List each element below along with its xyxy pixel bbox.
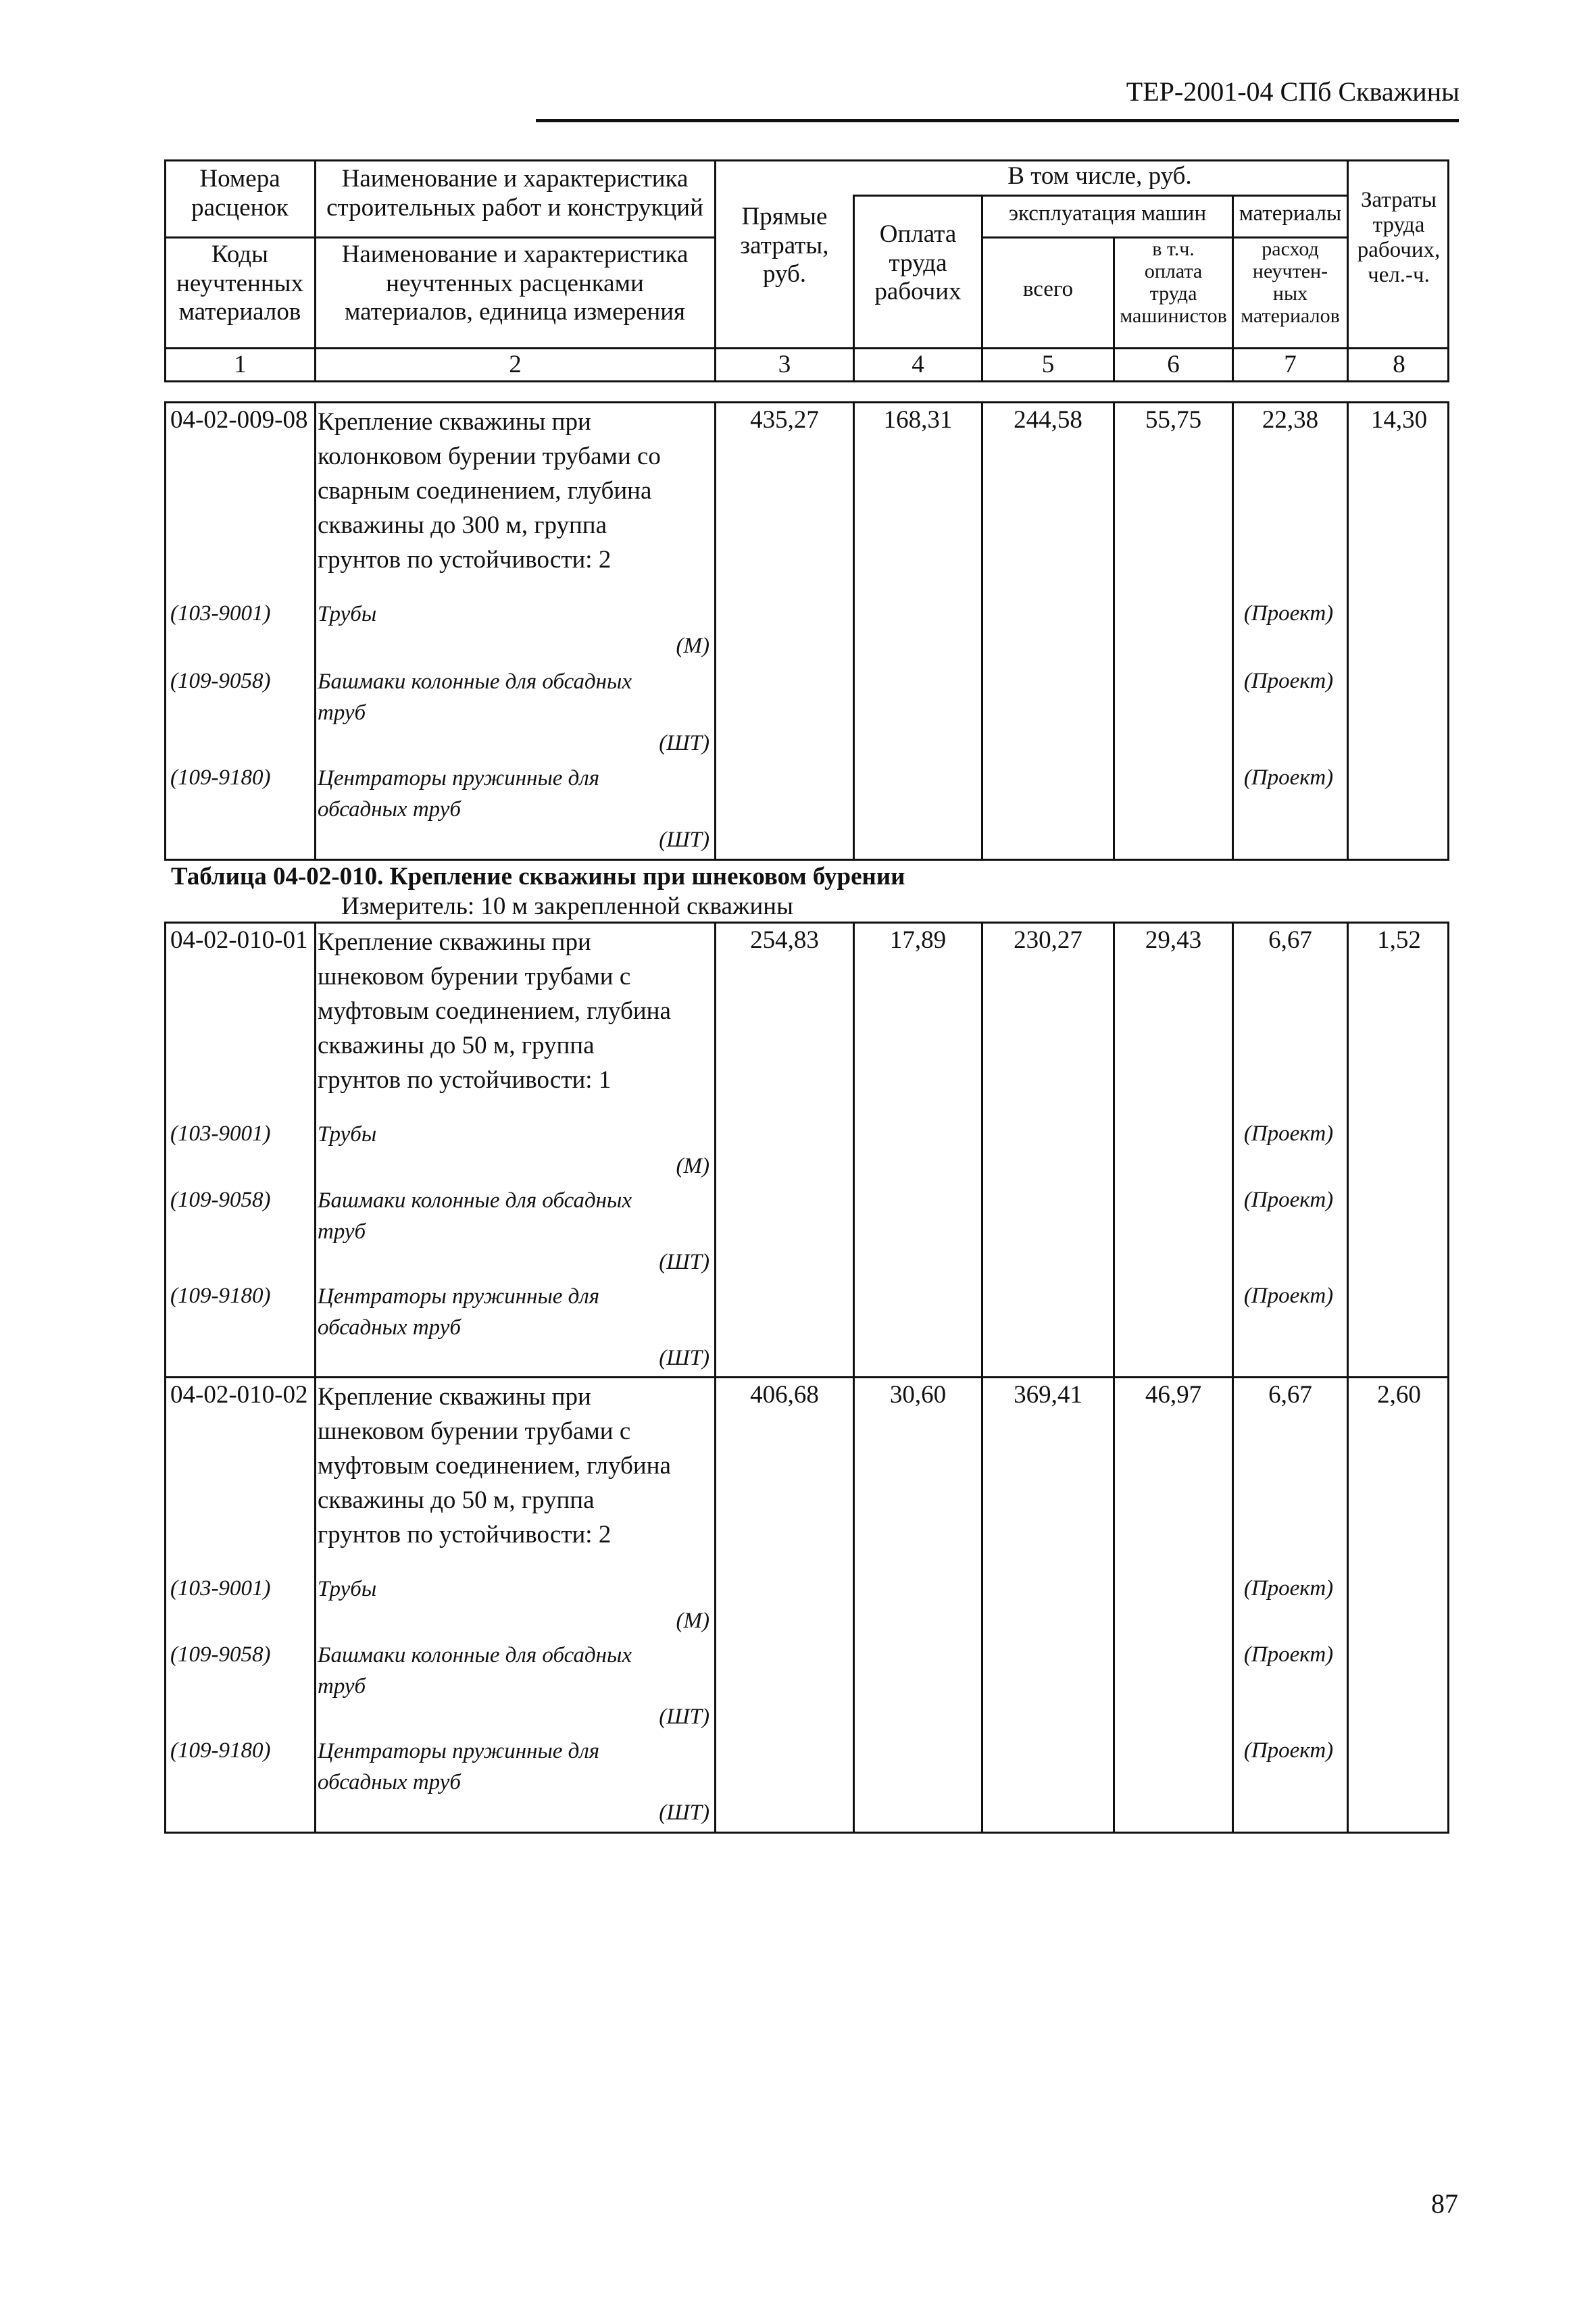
col4-header: Оплата труда рабочих: [874, 220, 962, 306]
group-header: В том числе, руб.: [1007, 162, 1192, 190]
material-name: Башмаки колонные для обсадных труб: [318, 1643, 632, 1699]
col3-header: Прямые затраты, руб.: [740, 203, 829, 288]
col-number-6: 6: [1167, 351, 1180, 378]
material-consumption: (Проект): [1243, 1738, 1334, 1763]
table-measure: Измеритель: 10 м закрепленной скважины: [341, 892, 793, 920]
col-number-2: 2: [509, 351, 522, 378]
material-unit: (ШТ): [659, 1801, 709, 1825]
material-code: (109-9058): [170, 1188, 271, 1212]
rate-code: 04-02-010-01: [170, 926, 308, 954]
labor-hours-value: 14,30: [1370, 406, 1428, 434]
materials-value: 6,67: [1268, 1381, 1312, 1409]
labor-hours-value: 1,52: [1377, 926, 1421, 954]
col2-top-header: Наименование и характеристика строительных работ и конструкций: [326, 165, 703, 222]
material-unit: (М): [676, 1154, 709, 1178]
machines-total-value: 230,27: [1014, 926, 1082, 954]
material-name: Трубы: [318, 1577, 377, 1601]
col6-header: в т.ч. оплата труда машинистов: [1120, 238, 1227, 327]
col2-bottom-header: Наименование и характеристика неучтенных расценками материалов, единица измерения: [341, 241, 689, 326]
table-caption: Таблица 04-02-010. Крепление скважины при шнековом бурении: [171, 863, 905, 890]
material-code: (109-9058): [170, 669, 271, 693]
rate-code: 04-02-010-02: [170, 1381, 308, 1409]
material-code: (103-9001): [170, 1576, 271, 1601]
col-number-5: 5: [1041, 351, 1055, 378]
material-unit: (ШТ): [659, 1250, 709, 1274]
machines-total-value: 369,41: [1014, 1381, 1082, 1409]
material-code: (109-9180): [170, 1284, 271, 1308]
material-name: Башмаки колонные для обсадных труб: [318, 670, 632, 725]
material-consumption: (Проект): [1243, 601, 1334, 626]
machines-total-value: 244,58: [1014, 406, 1082, 434]
material-code: (103-9001): [170, 1122, 271, 1146]
direct-costs-value: 254,83: [750, 926, 819, 954]
material-name: Центраторы пружинные для обсадных труб: [318, 766, 600, 822]
col7-header: расход неучтен- ных материалов: [1241, 238, 1340, 327]
material-consumption: (Проект): [1243, 1576, 1334, 1601]
material-consumption: (Проект): [1243, 1188, 1334, 1212]
material-code: (109-9180): [170, 1738, 271, 1763]
header-rule: [536, 119, 1459, 122]
material-unit: (ШТ): [659, 828, 709, 852]
material-name: Центраторы пружинные для обсадных труб: [318, 1739, 600, 1794]
machinist-pay-value: 55,75: [1145, 406, 1202, 434]
labor-hours-value: 2,60: [1377, 1381, 1421, 1409]
material-name: Центраторы пружинные для обсадных труб: [318, 1284, 600, 1340]
materials-value: 22,38: [1262, 406, 1319, 434]
material-unit: (М): [676, 634, 709, 658]
material-code: (109-9058): [170, 1642, 271, 1667]
material-code: (103-9001): [170, 601, 271, 626]
labor-pay-value: 168,31: [883, 406, 953, 434]
machinist-pay-value: 46,97: [1145, 1381, 1202, 1409]
col8-header: Затраты труда рабочих, чел.-ч.: [1357, 188, 1441, 287]
rate-description: Крепление скважины при колонковом бурении трубами со сварным соединением, глубина скважины до 300 м, группа грунтов по устойчивости: 2: [318, 408, 661, 574]
material-name: Трубы: [318, 1122, 377, 1147]
material-consumption: (Проект): [1243, 1284, 1334, 1308]
material-unit: (ШТ): [659, 1705, 709, 1729]
materials-value: 6,67: [1268, 926, 1312, 954]
material-unit: (ШТ): [659, 731, 709, 755]
col-number-4: 4: [912, 351, 924, 378]
page-header-title: ТЕР-2001-04 СПб Скважины: [1126, 76, 1460, 107]
rate-description: Крепление скважины при шнековом бурении трубами с муфтовым соединением, глубина скважины до 50 м, группа грунтов по устойчивости: 1: [318, 928, 671, 1094]
rate-description: Крепление скважины при шнековом бурении трубами с муфтовым соединением, глубина скважины до 50 м, группа грунтов по устойчивости: 2: [318, 1383, 671, 1549]
col5-header: всего: [1022, 277, 1074, 301]
material-consumption: (Проект): [1243, 669, 1334, 693]
rate-code: 04-02-009-08: [170, 406, 308, 434]
material-consumption: (Проект): [1243, 765, 1334, 790]
material-consumption: (Проект): [1243, 1642, 1334, 1667]
col-number-7: 7: [1284, 351, 1297, 378]
materials-header: материалы: [1239, 201, 1342, 226]
col-number-8: 8: [1393, 351, 1405, 378]
direct-costs-value: 435,27: [750, 406, 819, 434]
material-unit: (М): [676, 1609, 709, 1633]
col-number-3: 3: [778, 351, 791, 378]
machines-header: эксплуатация машин: [1008, 201, 1207, 226]
page-number: 87: [1431, 2188, 1458, 2219]
labor-pay-value: 30,60: [889, 1381, 947, 1409]
material-consumption: (Проект): [1243, 1122, 1334, 1146]
machinist-pay-value: 29,43: [1145, 926, 1202, 954]
material-name: Трубы: [318, 602, 377, 626]
material-name: Башмаки колонные для обсадных труб: [318, 1188, 632, 1244]
col1-bottom-header: Коды неучтенных материалов: [176, 241, 303, 326]
direct-costs-value: 406,68: [750, 1381, 819, 1409]
col1-top-header: Номера расценок: [191, 165, 289, 222]
col-number-1: 1: [234, 351, 247, 378]
material-unit: (ШТ): [659, 1346, 709, 1370]
material-code: (109-9180): [170, 765, 271, 790]
labor-pay-value: 17,89: [889, 926, 947, 954]
